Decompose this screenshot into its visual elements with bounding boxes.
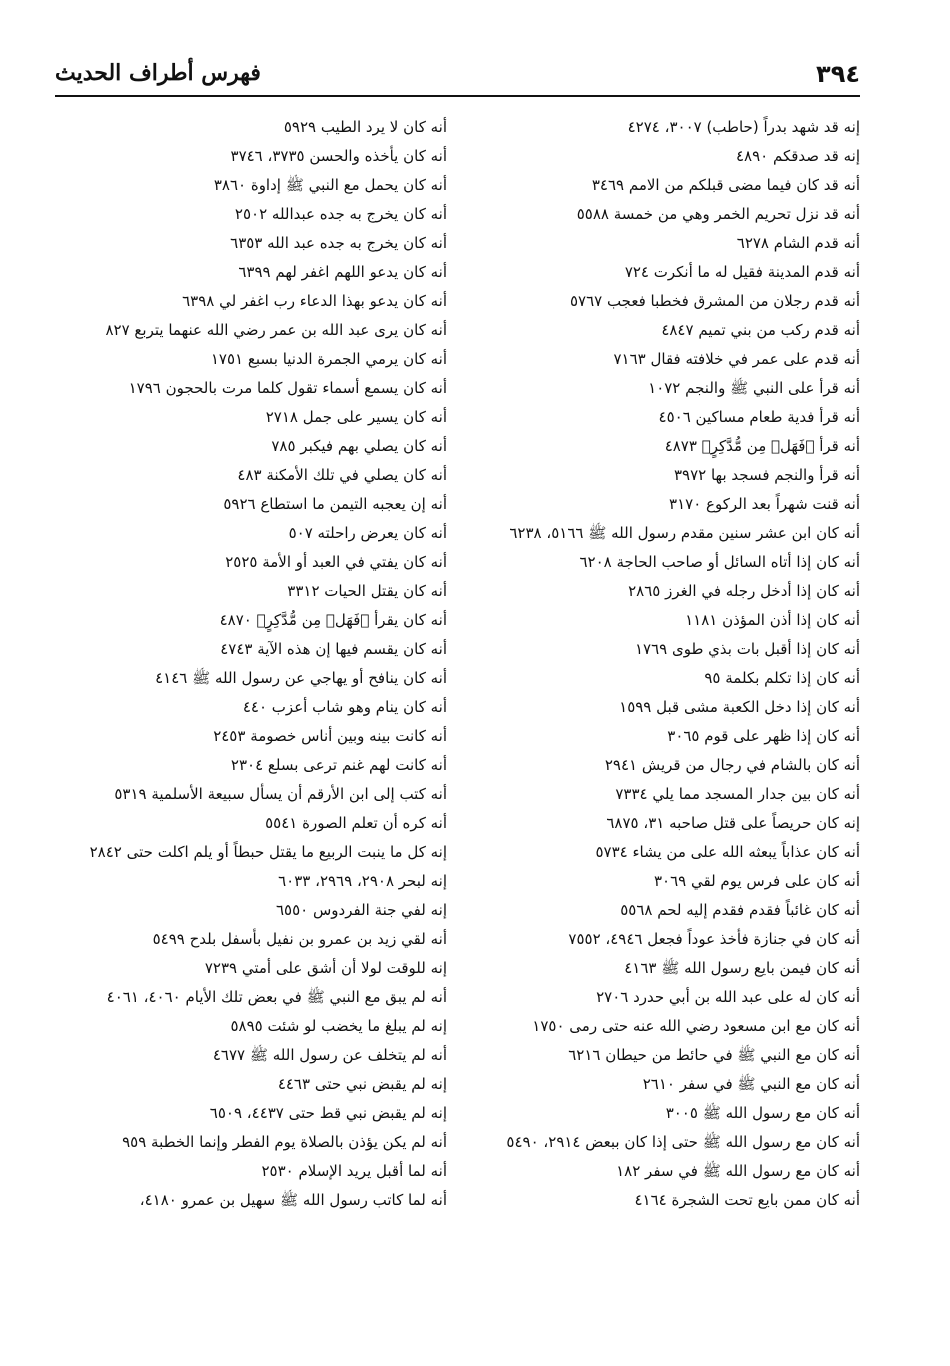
index-column-left bbox=[47, 113, 447, 1215]
index-entry: أنه كان يقرأ ﴿فَهَلۡ مِن مُّدَّكِرٍ﴾ ٤٨٧٠ bbox=[219, 611, 447, 629]
index-entry: أنه كان يدعو اللهم اغفر لهم ٦٣٩٩ bbox=[238, 263, 447, 281]
index-entry: أنه كان يخرج به جده عبد الله ٦٣٥٣ bbox=[230, 234, 447, 252]
index-entry: إنه كان حريصاً على قتل صاحبه ٣١، ٦٨٧٥ bbox=[606, 814, 860, 832]
index-entry: أنه كان إذا أذن المؤذن ١١٨١ bbox=[685, 611, 860, 629]
index-entry: أنه كان في جنازة فأخذ عوداً فجعل ٤٩٤٦، ٧٥٥٢ bbox=[568, 930, 860, 948]
index-entry: أنه كان إذا دخل الكعبة مشى قبل ١٥٩٩ bbox=[619, 698, 860, 716]
index-entry: أنه كان يقسم فيها إن هذه الآية ٤٧٤٣ bbox=[220, 640, 447, 658]
index-entry: أنه كان مع النبي ﷺ في سفر ٢٦١٠ bbox=[642, 1075, 860, 1093]
index-entry: أنه قدم ركب من بني تميم ٤٨٤٧ bbox=[661, 321, 860, 339]
index-entry: أنه قرأ ﴿فَهَلۡ مِن مُّدَّكِرٍ﴾ ٤٨٧٣ bbox=[664, 437, 860, 455]
page-title: فهرس أطراف الحديث bbox=[55, 60, 261, 86]
index-entry: أنه كتب إلى ابن الأرقم أن يسأل سبيعة الأسلمية ٥٣١٩ bbox=[114, 785, 447, 803]
index-entry: أنه قدم رجلان من المشرق فخطبا فعجب ٥٧٦٧ bbox=[569, 292, 860, 310]
index-entry: إنه لم يقبض نبي قط حتى ٤٤٣٧، ٦٥٠٩ bbox=[209, 1104, 447, 1122]
index-entry: أنه كانت بينه وبين أناس خصومة ٢٤٥٣ bbox=[213, 727, 447, 745]
index-entry: أنه كان يقتل الحيات ٣٣١٢ bbox=[287, 582, 447, 600]
index-entry: أنه كان بين جدار المسجد مما يلي ٧٣٣٤ bbox=[615, 785, 860, 803]
index-entry: أنه قد كان فيما مضى قبلكم من الامم ٣٤٦٩ bbox=[591, 176, 860, 194]
index-entry: إنه لفي جنة الفردوس ٦٥٥٠ bbox=[275, 901, 447, 919]
index-entry: أنه كان يصلي بهم فيكبر ٧٨٥ bbox=[271, 437, 447, 455]
index-column-right bbox=[475, 113, 860, 1215]
index-entry: أنه قد نزل تحريم الخمر وهي من خمسة ٥٥٨٨ bbox=[576, 205, 860, 223]
index-entry: أنه كان يرمي الجمرة الدنيا بسبع ١٧٥١ bbox=[210, 350, 447, 368]
index-entry: أنه كان يسمع أسماء تقول كلما مرت بالحجون ١٧٩٦ bbox=[128, 379, 447, 397]
index-entry: إنه كل ما ينبت الربيع ما يقتل حبطاً أو يلم اكلت حتى ٢٨٤٢ bbox=[89, 843, 447, 861]
index-entry: إنه لبحر ٢٩٠٨، ٢٩٦٩، ٦٠٣٣ bbox=[278, 872, 447, 890]
index-entry: إنه قد صدقكم ٤٨٩٠ bbox=[735, 147, 860, 165]
index-entry: أنه كان مع رسول الله ﷺ ٣٠٠٥ bbox=[665, 1104, 860, 1122]
index-entry: أنه كان يرى عبد الله بن عمر رضي الله عنهما يتربع ٨٢٧ bbox=[105, 321, 447, 339]
index-entry: أنه كان يسير على جمل ٢٧١٨ bbox=[265, 408, 447, 426]
index-entry: أنه كان يصلي في تلك الأمكنة ٤٨٣ bbox=[237, 466, 447, 484]
index-entry: أنه كان ابن عشر سنين مقدم رسول الله ﷺ ٥١٦٦، ٦٢٣٨ bbox=[509, 524, 860, 542]
index-entry: أنه كان عذاباً يبعثه الله على من يشاء ٥٧٣٤ bbox=[595, 843, 860, 861]
index-entry: أنه كان إذا أتاه السائل أو صاحب الحاجة ٦٢٠٨ bbox=[579, 553, 860, 571]
header-divider bbox=[55, 95, 860, 97]
index-entry: أنه كان يخرج به جده عبدالله ٢٥٠٢ bbox=[234, 205, 447, 223]
index-entry: أنه إن يعجبه التيمن ما استطاع ٥٩٢٦ bbox=[223, 495, 447, 513]
index-entry: أنه كان يأخذه والحسن ٣٧٣٥، ٣٧٤٦ bbox=[230, 147, 447, 165]
index-entry: أنه كان مع النبي ﷺ في حائط من حيطان ٦٢١٦ bbox=[568, 1046, 860, 1064]
index-entry: أنه كان ممن بايع تحت الشجرة ٤١٦٤ bbox=[634, 1191, 860, 1209]
index-entry: أنه كان لا يرد الطيب ٥٩٢٩ bbox=[283, 118, 447, 136]
index-entry: أنه لم يتخلف عن رسول الله ﷺ ٤٦٧٧ bbox=[212, 1046, 447, 1064]
index-entry: أنه قرأ والنجم فسجد بها ٣٩٧٢ bbox=[673, 466, 860, 484]
index-entry: أنه كان إذا أقبل بات بذي طوى ١٧٦٩ bbox=[634, 640, 860, 658]
index-entry: أنه كره أن تعلم الصورة ٥٥٤١ bbox=[265, 814, 447, 832]
index-entry: أنه قدم على عمر في خلافته فقال ٧١٦٣ bbox=[613, 350, 860, 368]
index-entry: أنه كان مع رسول الله ﷺ حتى إذا كان ببعض ٢٩١٤، ٥٤٩٠ bbox=[506, 1133, 860, 1151]
index-entry: أنه كان يدعو بهذا الدعاء رب اغفر لي ٦٣٩٨ bbox=[182, 292, 447, 310]
index-entry: أنه لقي زيد بن عمرو بن نفيل بأسفل بلدح ٥٤٩٩ bbox=[152, 930, 447, 948]
index-entry: أنه لما كاتب رسول الله ﷺ سهيل بن عمرو ٤١٨٠، bbox=[139, 1191, 447, 1209]
index-entry: أنه قنت شهراً بعد الركوع ٣١٧٠ bbox=[669, 495, 860, 513]
index-entry: أنه كان إذا تكلم بكلمة ٩٥ bbox=[704, 669, 860, 687]
index-entry: أنه لم يكن يؤذن بالصلاة يوم الفطر وإنما الخطبة ٩٥٩ bbox=[122, 1133, 447, 1151]
page-number: ٣٩٤ bbox=[816, 60, 860, 88]
index-entry: أنه كان فيمن بايع رسول الله ﷺ ٤١٦٣ bbox=[624, 959, 860, 977]
index-entry: أنه قرأ على النبي ﷺ والنجم ١٠٧٢ bbox=[648, 379, 860, 397]
index-entry: أنه لما أقبل يريد الإسلام ٢٥٣٠ bbox=[261, 1162, 447, 1180]
index-entry: إنه للوقت لولا أن أشق على أمتي ٧٢٣٩ bbox=[204, 959, 447, 977]
index-entry: أنه كان ينام وهو شاب أعزب ٤٤٠ bbox=[242, 698, 447, 716]
index-entry: أنه لم يبق مع النبي ﷺ في بعض تلك الأيام ٤٠٦٠، ٤٠٦١ bbox=[106, 988, 447, 1006]
index-entry: أنه كان غائباً فقدم فقدم إليه لحم ٥٥٦٨ bbox=[620, 901, 860, 919]
index-entry: أنه كان له على عبد الله بن أبي حدرد ٢٧٠٦ bbox=[596, 988, 860, 1006]
index-entry: أنه قرأ فدية طعام مساكين ٤٥٠٦ bbox=[658, 408, 860, 426]
index-entry: أنه كان على فرس يوم لقي ٣٠٦٩ bbox=[653, 872, 860, 890]
index-entry: أنه كانت لهم غنم ترعى بسلع ٢٣٠٤ bbox=[230, 756, 447, 774]
index-entry: أنه كان يحمل مع النبي ﷺ إداوة ٣٨٦٠ bbox=[213, 176, 447, 194]
index-entry: إنه لم يقبض نبي حتى ٤٤٦٣ bbox=[277, 1075, 447, 1093]
index-entry: إنه قد شهد بدراً (حاطب) ٣٠٠٧، ٤٢٧٤ bbox=[627, 118, 860, 136]
index-entry: أنه كان مع ابن مسعود رضي الله عنه حتى رمى ١٧٥٠ bbox=[532, 1017, 860, 1035]
index-entry: أنه كان يعرض راحلته ٥٠٧ bbox=[288, 524, 447, 542]
index-entry: إنه لم يبلغ ما يخضب لو شئت ٥٨٩٥ bbox=[230, 1017, 447, 1035]
index-entry: أنه كان يفتي في العبد أو الأمة ٢٥٢٥ bbox=[225, 553, 447, 571]
index-entry: أنه قدم المدينة فقيل له ما أنكرت ٧٢٤ bbox=[624, 263, 860, 281]
index-entry: أنه كان ينافح أو يهاجي عن رسول الله ﷺ ٤١٤٦ bbox=[155, 669, 447, 687]
index-entry: أنه كان إذا ظهر على قوم ٣٠٦٥ bbox=[667, 727, 860, 745]
page-header bbox=[55, 58, 860, 92]
index-entry: أنه كان بالشام في رجال من قريش ٢٩٤١ bbox=[604, 756, 860, 774]
index-entry: أنه كان إذا أدخل رجله في الغرز ٢٨٦٥ bbox=[628, 582, 860, 600]
index-entry: أنه كان مع رسول الله ﷺ في سفر ١٨٢ bbox=[616, 1162, 860, 1180]
index-entry: أنه قدم الشام ٦٢٧٨ bbox=[736, 234, 860, 252]
